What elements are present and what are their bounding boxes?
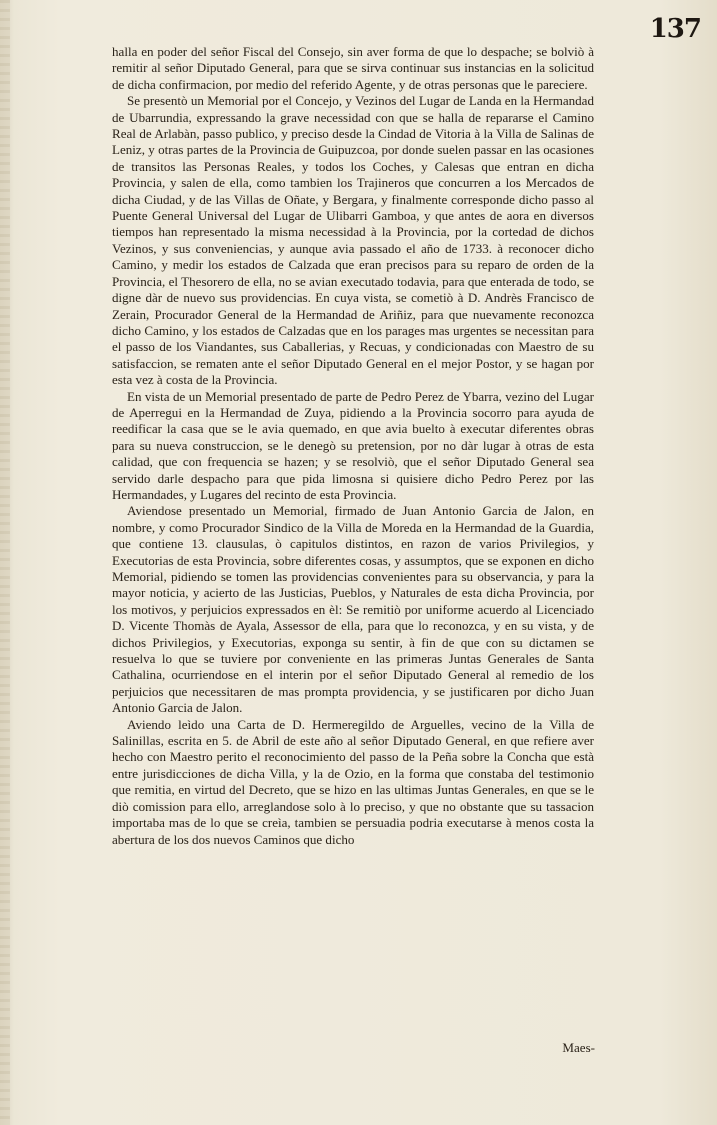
page-number: 137 bbox=[649, 14, 701, 44]
text-column bbox=[112, 44, 594, 848]
paragraph-ybarra-memorial: En vista de un Memorial presentado de parte de Pedro Perez de Ybarra, vezino del Lugar de Aperregui en la Hermandad de Zuya, pidiendo a la Provincia socorro para ayuda de reedificar la casa que se le avia quemado, en que avia buelto à executar diferentes obras para su nueva construccion, se le denegò su pretension, por no dàr lugar à otras de esta calidad, que con frequencia se hazen; y se resolviò, que el señor Diputado General sea servido darle despacho para que pida limosna si quisiere dicho Pedro Perez por las Hermandades, y Lugares del recinto de esta Provincia. bbox=[112, 388, 594, 502]
paragraph-landa-memorial: Se presentò un Memorial por el Concejo, y Vezinos del Lugar de Landa en la Hermandad de Ubarrundia, expressando la grave necessidad con que se halla de repararse el Camino Real de Arlabàn, passo publico, y preciso desde la Cindad de Vitoria à la Villa de Salinas de Leniz, y otras partes de la Provincia de Guipuzcoa, por donde suelen passar en las ocasiones de transitos las Personas Reales, y todos los Coches, y Calesas que entran en dicha Provincia, y salen de ella, como tambien los Trajineros que concurren a los Mercados de dicha Ciudad, y de las Villas de Oñate, y Bergara, y finalmente corresponde dicho passo al Puente General Universal del Lugar de Ulibarri Gamboa, y que antes de aora en diversos tiempos han representado la misma necessidad à la Provincia, por la cortedad de dichos Vezinos, y sus conveniencias, y aunque avia passado el año de 1733. à reconocer dicho Camino, y medir los estados de Calzada que eran precisos para su reparo de orden de la Provincia, el Thesorero de ella, no se avian executado todavia, para que enterada de todo, se digne dàr de nuevo sus providencias. En cuya vista, se cometiò à D. Andrès Francisco de Zerain, Procurador General de la Hermandad de Ariñiz, para que nuevamente reconozca dicho Camino, y los estados de Calzadas que en los parages mas urgentes se necessitan para el passo de los Viandantes, sus Caballerias, y Recuas, y condicionadas con Maestro de su satisfaccion, se rematen ante el señor Diputado General en el mejor Postor, y se hagan por esta vez à costa de la Provincia. bbox=[112, 93, 594, 388]
catchword: Maes- bbox=[562, 1040, 595, 1055]
paragraph-garcia-jalon-memorial: Aviendose presentado un Memorial, firmado de Juan Antonio Garcia de Jalon, en nombre, y como Procurador Sindico de la Villa de Moreda en la Hermandad de la Guardia, que contiene 13. clausulas, ò capitulos distintos, en razon de varios Privilegios, y Executorias de esta Provincia, sobre diferentes cosas, y assumptos, que se exponen en dicho Memorial, pidiendo se tomen las providencias convenientes para su observancia, y para la mayor noticia, y acierto de las Justicias, Pueblos, y Naturales de esta dicha Provincia, por los motivos, y perjuicios expressados en èl: Se remitiò por uniforme acuerdo al Licenciado D. Vicente Thomàs de Ayala, Assessor de ella, para que lo reconozca, y en su vista, y de dichos Privilegios, y Executorias, exponga su sentir, à fin de que con su dictamen se resuelva lo que se tuviere por conveniente en las primeras Juntas Generales de Santa Cathalina, ocurriendose en el interin por el señor Diputado General al remedio de los perjuicios que necessitaren de mas prompta providencia, y se justificaren por dicho Juan Antonio Garcia de Jalon. bbox=[112, 503, 594, 716]
paragraph-arguelles-letter: Aviendo leìdo una Carta de D. Hermeregildo de Arguelles, vecino de la Villa de Salinillas, escrita en 5. de Abril de este año al señor Diputado General, en que refiere aver hecho con Maestro perito el reconocimiento del passo de la Peña sobre la Concha que està entre jurisdicciones de dicha Villa, y la de Ozio, en la forma que constaba del testimonio que remitia, en virtud del Decreto, que se hizo en las ultimas Juntas Generales, en que se le diò comission para ello, arreglandose solo à lo preciso, y que no obstante que su tassacion importaba mas de lo que se creìa, tambien se persuadia podria executarse à menos costa la abertura de los dos nuevos Caminos que dicho bbox=[112, 716, 594, 847]
page-binding-edge bbox=[0, 0, 10, 1125]
paragraph-continuation: halla en poder del señor Fiscal del Consejo, sin aver forma de que lo despache; se bolviò à remitir al señor Diputado General, para que se sirva continuar sus instancias en la solicitud de dicha confirmacion, por medio del referido Agente, y de otras personas que le pareciere. bbox=[112, 44, 594, 92]
